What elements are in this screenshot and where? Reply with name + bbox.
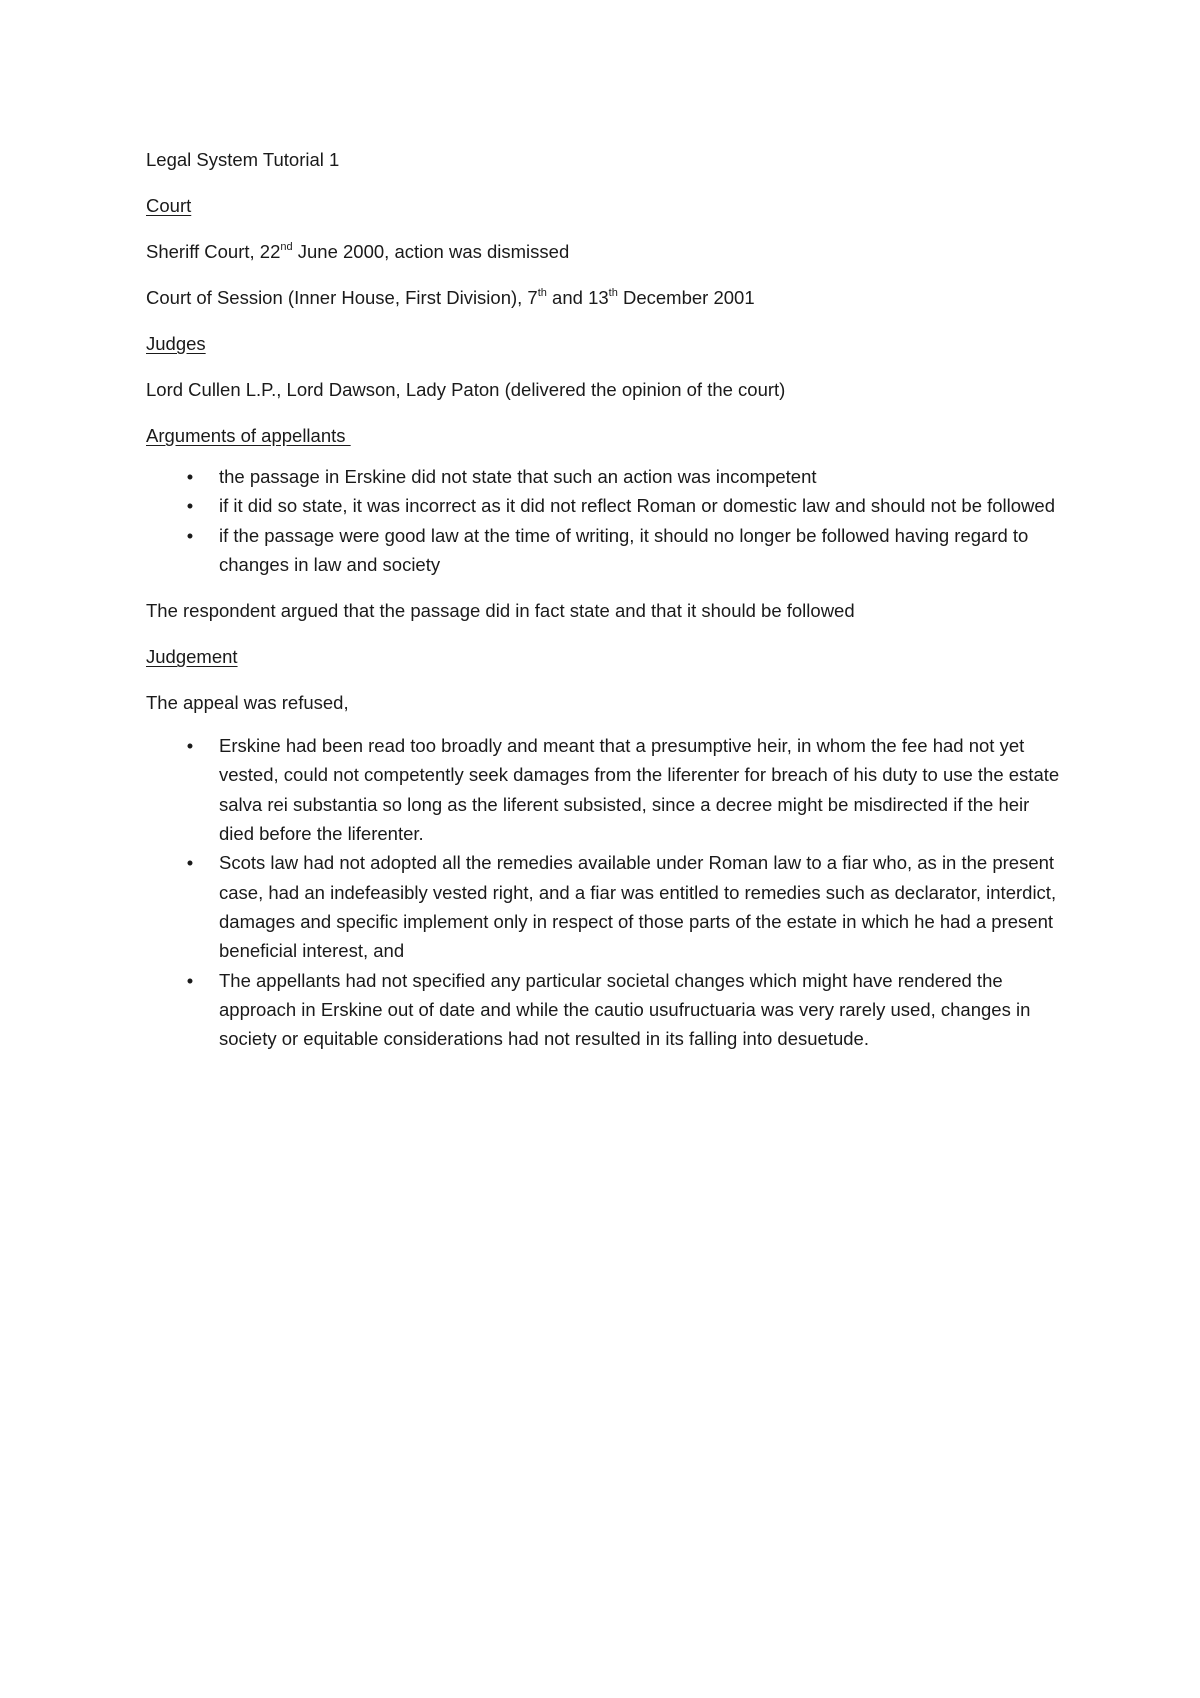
judgement-heading: Judgement: [146, 646, 238, 668]
list-item: [146, 848, 1066, 965]
bullet-icon: •: [186, 524, 194, 546]
list-item-text: if the passage were good law at the time of writing, it should no longer be followed having regard to changes in law and society: [219, 524, 1029, 575]
court-heading: Court: [146, 195, 192, 216]
list-item-text: The appellants had not specified any particular societal changes which might have rendered the approach in Erskine out of date and while the cautio usufructuaria was very rarely used, changes in society or equitable considerations had not resulted in its falling into desuetude.: [219, 969, 1031, 1050]
sheriff-court-line: [146, 238, 1066, 266]
ordinal-suffix: th: [537, 286, 547, 299]
list-item: [146, 491, 1066, 520]
judges-heading: Judges: [146, 333, 206, 354]
list-item: [146, 966, 1066, 1054]
bullet-icon: •: [186, 466, 194, 487]
judges-text: Lord Cullen L.P., Lord Dawson, Lady Paton (delivered the opinion of the court): [146, 379, 786, 400]
list-item-text: the passage in Erskine did not state that such an action was incompetent: [219, 466, 817, 487]
document-title: Legal System Tutorial 1: [146, 149, 340, 170]
list-item: [146, 462, 1066, 491]
bullet-icon: •: [186, 852, 194, 874]
arguments-heading: Arguments of appellants: [146, 425, 351, 446]
list-item: [146, 521, 1066, 580]
document-body: [146, 146, 1066, 1071]
bullet-icon: •: [186, 735, 194, 757]
court-of-session-text: Court of Session (Inner House, First Division), 7: [146, 287, 538, 308]
court-of-session-text-end: December 2001: [617, 287, 755, 308]
court-of-session-line: [146, 284, 1066, 312]
arguments-list: [146, 462, 1066, 579]
judgement-intro: The appeal was refused,: [146, 692, 349, 714]
court-of-session-text-mid: and 13: [546, 287, 609, 308]
ordinal-suffix: th: [608, 286, 618, 299]
bullet-icon: •: [186, 969, 194, 991]
ordinal-suffix: nd: [280, 240, 293, 253]
sheriff-court-text: Sheriff Court, 22: [146, 241, 281, 262]
respondent-text: The respondent argued that the passage did in fact state and that it should be followed: [146, 600, 855, 622]
list-item-text: Erskine had been read too broadly and meant that a presumptive heir, in whom the fee had not yet vested, could not competently seek damages from the liferenter for breach of his duty to use the estate salva rei substantia so long as the liferent subsisted, since a decree might be misdirected if the heir died before the liferenter.: [219, 735, 1060, 845]
bullet-icon: •: [186, 495, 194, 517]
list-item-text: if it did so state, it was incorrect as it did not reflect Roman or domestic law and should not be followed: [219, 495, 1055, 517]
list-item: [146, 731, 1066, 848]
list-item-text: Scots law had not adopted all the remedies available under Roman law to a fiar who, as in the present case, had an indefeasibly vested right, and a fiar was entitled to remedies such as declarator, interdict, damages and specific implement only in respect of those parts of the estate in which he had a present beneficial interest, and: [219, 852, 1057, 962]
judgement-list: [146, 731, 1066, 1053]
sheriff-court-text-end: June 2000, action was dismissed: [292, 241, 570, 262]
